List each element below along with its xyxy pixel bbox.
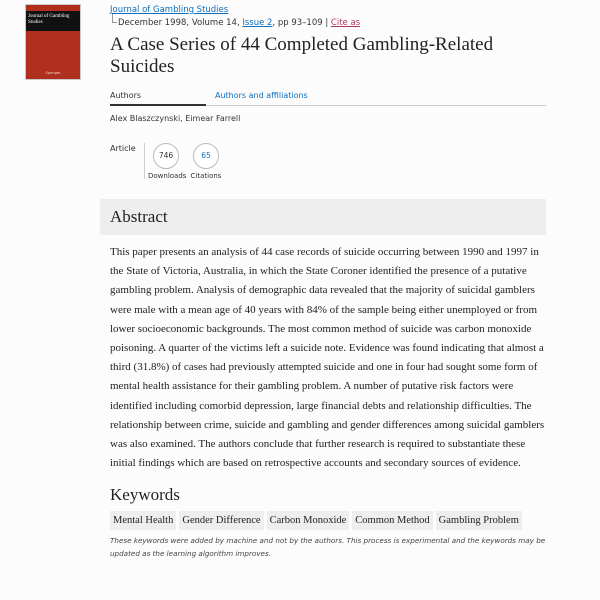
author-list[interactable]: Alex Blaszczynski, Eimear Farrell [110,114,241,123]
downloads-label: Downloads [148,172,187,180]
citations-label: Citations [190,172,222,180]
journal-cover-image[interactable] [25,4,81,80]
keywords-heading: Keywords [110,485,180,505]
downloads-metric [148,143,187,180]
cite-as-link[interactable]: Cite as [330,18,361,28]
tree-connector [112,14,117,23]
keyword-tag: Mental Health [110,511,176,530]
cover-title: Journal of Gambling Studies [26,11,80,31]
keyword-list [110,511,546,530]
article-header [110,0,546,190]
keywords-note: These keywords were added by machine and not by the authors. This process is experimental and the keywords may be updated as the learning algorithm improves. [110,536,546,559]
abstract-heading: Abstract [110,207,168,226]
date-volume: December 1998, Volume 14, [118,18,243,28]
tab-authors-affiliations[interactable]: Authors and affiliations [215,91,308,100]
article-type: Article [110,144,136,153]
divider [144,143,145,179]
citations-metric[interactable] [188,143,224,180]
keyword-tag: Gender Difference [179,511,263,530]
journal-link[interactable]: Journal of Gambling Studies [110,5,229,15]
downloads-count: 746 [153,143,179,169]
citations-count[interactable]: 65 [193,143,219,169]
page-title: A Case Series of 44 Completed Gambling-Related Suicides [110,34,494,77]
pages: , pp 93–109 | [272,18,331,28]
keyword-tag: Gambling Problem [436,511,522,530]
keyword-tag: Carbon Monoxide [267,511,350,530]
keyword-tag: Common Method [352,511,432,530]
cover-publisher-logo: Springer [45,71,61,75]
publication-meta [118,18,360,28]
abstract-header[interactable] [100,199,546,235]
author-tabs [110,91,546,106]
tab-authors[interactable]: Authors [110,91,206,106]
issue-link[interactable]: Issue 2 [242,18,273,28]
article-body [100,199,546,560]
abstract-text: This paper presents an analysis of 44 case records of suicide occurring between 1990 and 1997 in the State of Victoria, Australia, in which the State Coroner identified the presence of a putative gambling problem. Analysis of demographic data revealed that the majority of suicidal gamblers were male with a mean age of 40 years with 84% of the sample being either unemployed or from lower socioeconomic backgrounds. The most common method of suicide was carbon monoxide poisoning. A quarter of the victims left a suicide note. Evidence was found indicating that almost a third (31.8%) of cases had previously attempted suicide and one in four had sought some form of mental health assistance for their gambling problem. A number of putative risk factors were identified including comorbid depression, large financial debts and relationship difficulties. The relationship between crime, suicide and gambling and gender differences among suicidal gamblers was also examined. The authors conclude that further research is required to substantiate these initial findings which are based on retrospective accounts and secondary sources of evidence. [110,246,545,470]
